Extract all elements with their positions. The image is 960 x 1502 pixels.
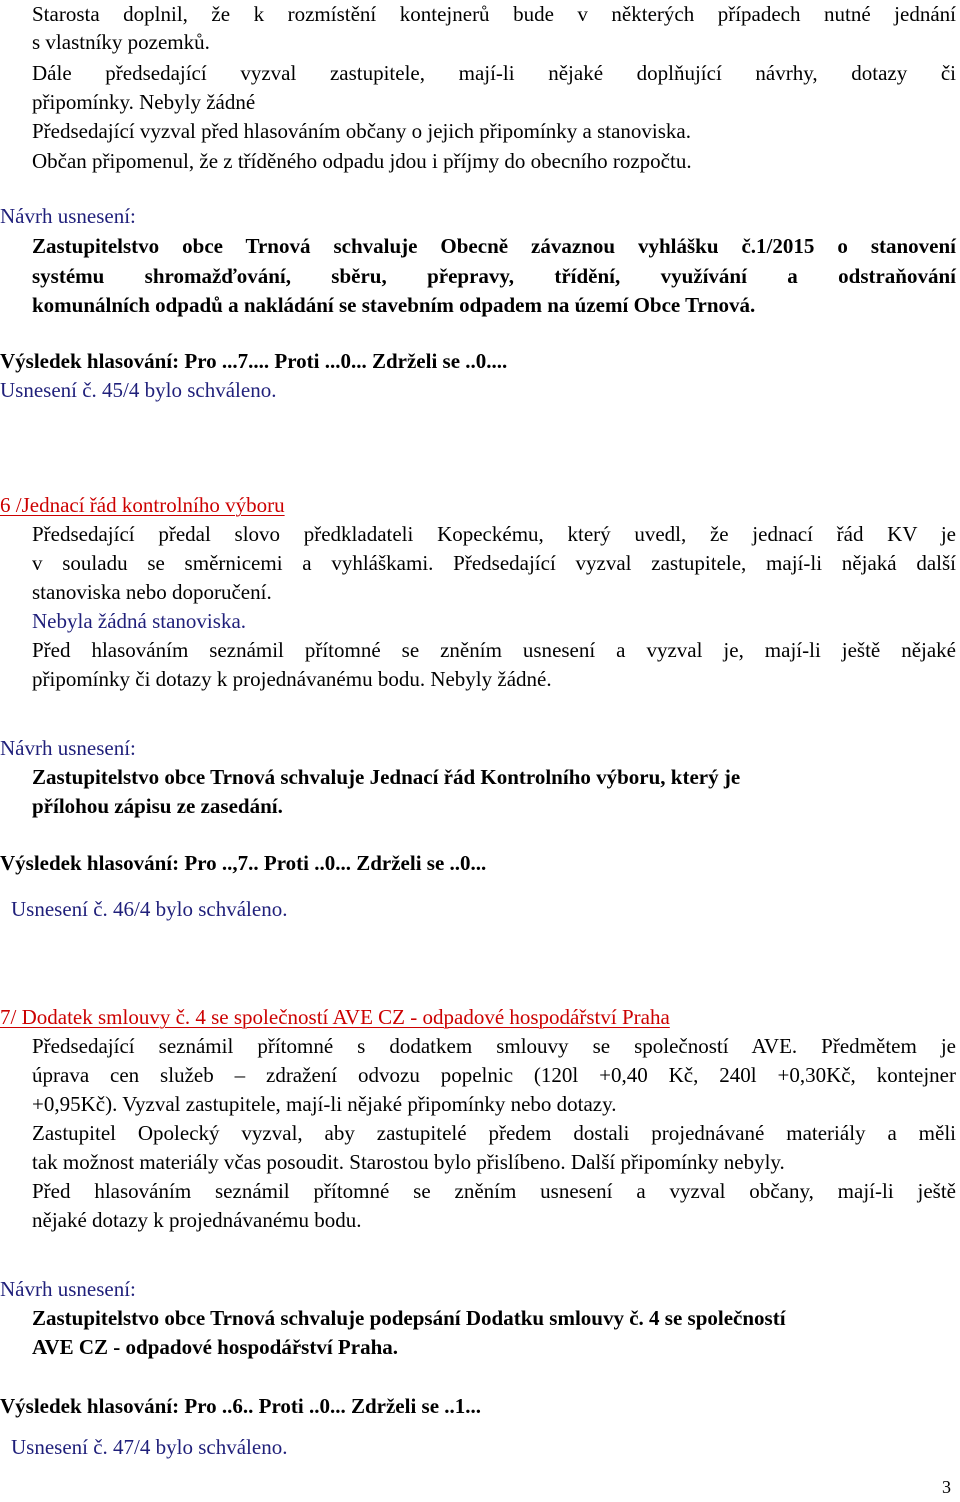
text-line: s vlastníky pozemků.	[32, 30, 210, 54]
resolution-approved: Usnesení č. 47/4 bylo schváleno.	[11, 1435, 288, 1459]
resolution-text: AVE CZ - odpadové hospodářství Praha.	[32, 1335, 399, 1359]
text-line: Předsedající vyzval před hlasováním občany o jejich připomínky a stanoviska.	[32, 119, 691, 143]
text-line: Předsedající předal slovo předkladateli Kopeckému, který uvedl, že jednací řád KV je	[32, 522, 956, 546]
resolution-label: Návrh usnesení:	[0, 1277, 136, 1301]
resolution-label: Návrh usnesení:	[0, 204, 136, 228]
text-line: Zastupitel Opolecký vyzval, aby zastupitelé předem dostali projednávané materiály a měli	[32, 1121, 956, 1145]
text-line: Předsedající seznámil přítomné s dodatkem smlouvy se společností AVE. Předmětem je	[32, 1034, 956, 1058]
vote-result: Výsledek hlasování: Pro ..6.. Proti ..0... Zdrželi se ..1...	[0, 1394, 482, 1418]
text-line: v souladu se směrnicemi a vyhláškami. Předsedající vyzval zastupitele, mají-li nějaká další	[32, 551, 956, 575]
text-line: Dále předsedající vyzval zastupitele, mají-li nějaké doplňující návrhy, dotazy či	[32, 61, 956, 85]
text-line: připomínky či dotazy k projednávanému bodu. Nebyly žádné.	[32, 667, 552, 691]
text-line: připomínky. Nebyly žádné	[32, 90, 256, 114]
text-line: nějaké dotazy k projednávanému bodu.	[32, 1208, 362, 1232]
text-line: Před hlasováním seznámil přítomné se zněním usnesení a vyzval občany, mají-li ještě	[32, 1179, 956, 1203]
resolution-text: systému shromažďování, sběru, přepravy, třídění, využívání a odstraňování	[32, 264, 956, 288]
resolution-text: přílohou zápisu ze zasedání.	[32, 794, 283, 818]
vote-result: Výsledek hlasování: Pro ...7.... Proti ...0... Zdrželi se ..0....	[0, 349, 508, 373]
text-line: stanoviska nebo doporučení.	[32, 580, 272, 604]
resolution-text: komunálních odpadů a nakládání se stavebním odpadem na území Obce Trnová.	[32, 293, 756, 317]
text-line: úprava cen služeb – zdražení odvozu popelnic (120l +0,40 Kč, 240l +0,30Kč, kontejner	[32, 1063, 956, 1087]
text-line: Starosta doplnil, že k rozmístění kontejnerů bude v některých případech nutné jednání	[32, 2, 956, 26]
text-line: +0,95Kč). Vyzval zastupitele, mají-li nějaké připomínky nebo dotazy.	[32, 1092, 617, 1116]
text-line: Nebyla žádná stanoviska.	[32, 609, 247, 633]
vote-result: Výsledek hlasování: Pro ..,7.. Proti ..0... Zdrželi se ..0...	[0, 851, 487, 875]
page-number: 3	[942, 1477, 951, 1497]
text-line: tak možnost materiály včas posoudit. Starostou bylo přislíbeno. Další připomínky nebyly.	[32, 1150, 785, 1174]
resolution-text: Zastupitelstvo obce Trnová schvaluje podepsání Dodatku smlouvy č. 4 se společností	[32, 1306, 786, 1330]
text-line: Občan připomenul, že z tříděného odpadu jdou i příjmy do obecního rozpočtu.	[32, 149, 692, 173]
text-line: Před hlasováním seznámil přítomné se zněním usnesení a vyzval je, mají-li ještě nějaké	[32, 638, 956, 662]
resolution-approved: Usnesení č. 45/4 bylo schváleno.	[0, 378, 277, 402]
section-heading: 7/ Dodatek smlouvy č. 4 se společností AVE CZ - odpadové hospodářství Praha	[0, 1005, 670, 1029]
resolution-label: Návrh usnesení:	[0, 736, 136, 760]
resolution-text: Zastupitelstvo obce Trnová schvaluje Obecně závaznou vyhlášku č.1/2015 o stanovení	[32, 234, 956, 258]
resolution-approved: Usnesení č. 46/4 bylo schváleno.	[11, 897, 288, 921]
section-heading: 6 /Jednací řád kontrolního výboru	[0, 493, 285, 517]
resolution-text: Zastupitelstvo obce Trnová schvaluje Jednací řád Kontrolního výboru, který je	[32, 765, 741, 789]
